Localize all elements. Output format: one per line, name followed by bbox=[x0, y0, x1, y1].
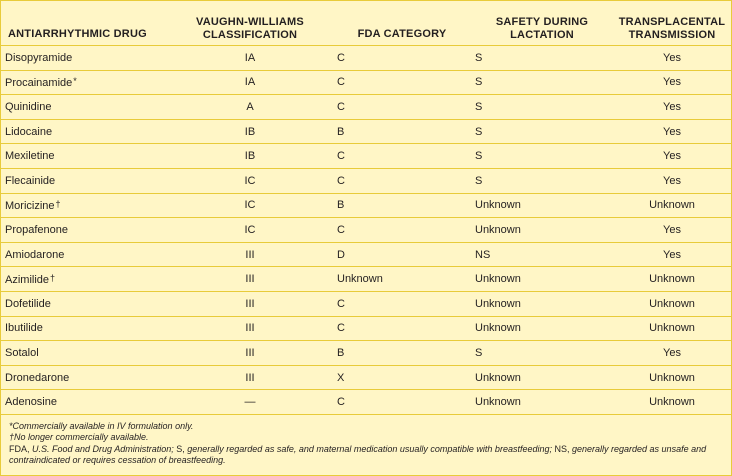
drug-name-cell bbox=[1, 242, 167, 267]
vaughn-williams-cell-text: A bbox=[246, 100, 254, 113]
table-row bbox=[1, 70, 731, 95]
drug-name-cell bbox=[1, 365, 167, 390]
fda-category-cell-text: C bbox=[337, 100, 345, 113]
fda-category-cell bbox=[333, 168, 471, 193]
footnote-dagger: †No longer commercially available. bbox=[9, 432, 149, 443]
drug-name-cell-text: Procainamide bbox=[5, 76, 73, 89]
drug-name-cell-text: Azimilide bbox=[5, 273, 50, 286]
fda-category-cell-text: X bbox=[337, 371, 345, 384]
lactation-safety-cell-text: Unknown bbox=[475, 199, 521, 212]
fda-category-cell-text: C bbox=[337, 396, 345, 409]
lactation-safety-cell-text: S bbox=[475, 76, 483, 89]
lactation-safety-cell-text: S bbox=[475, 346, 483, 359]
lactation-safety-cell bbox=[471, 144, 613, 169]
vaughn-williams-cell-text: IC bbox=[244, 199, 256, 212]
header-transplacental: TRANSPLACENTAL TRANSMISSION bbox=[613, 1, 731, 46]
drug-name-cell bbox=[1, 144, 167, 169]
vaughn-williams-cell-text: IC bbox=[244, 174, 256, 187]
vaughn-williams-cell-text: III bbox=[245, 371, 255, 384]
vaughn-williams-cell bbox=[167, 390, 333, 415]
drug-name-cell bbox=[1, 390, 167, 415]
fda-category-cell bbox=[333, 70, 471, 95]
drug-name-cell bbox=[1, 218, 167, 243]
transplacental-cell-text: Yes bbox=[663, 76, 681, 89]
lactation-safety-cell bbox=[471, 168, 613, 193]
footnote-marker: * bbox=[73, 75, 77, 86]
transplacental-cell bbox=[613, 267, 731, 292]
fda-category-cell-text: C bbox=[337, 297, 345, 310]
transplacental-cell bbox=[613, 193, 731, 218]
transplacental-cell-text: Unknown bbox=[649, 273, 695, 286]
drug-name-cell bbox=[1, 95, 167, 120]
transplacental-cell bbox=[613, 316, 731, 341]
fda-category-cell-text: C bbox=[337, 322, 345, 335]
transplacental-cell bbox=[613, 291, 731, 316]
vaughn-williams-cell bbox=[167, 218, 333, 243]
transplacental-cell-text: Yes bbox=[663, 51, 681, 64]
vaughn-williams-cell-text: III bbox=[245, 273, 255, 286]
lactation-safety-cell-text: S bbox=[475, 150, 483, 163]
drug-name-cell-text: Adenosine bbox=[5, 396, 57, 409]
fda-category-cell-text: B bbox=[337, 125, 345, 138]
fda-category-cell bbox=[333, 390, 471, 415]
vaughn-williams-cell-text: III bbox=[245, 297, 255, 310]
table-row bbox=[1, 119, 731, 144]
header-lactation-safety: SAFETY DURING LACTATION bbox=[471, 1, 613, 46]
table-row bbox=[1, 168, 731, 193]
drug-name-cell-text: Amiodarone bbox=[5, 248, 65, 261]
lactation-safety-cell-text: Unknown bbox=[475, 223, 521, 236]
fda-category-cell bbox=[333, 316, 471, 341]
transplacental-cell bbox=[613, 390, 731, 415]
lactation-safety-cell-text: Unknown bbox=[475, 322, 521, 335]
table-row bbox=[1, 218, 731, 243]
lactation-safety-cell bbox=[471, 390, 613, 415]
transplacental-cell-text: Unknown bbox=[649, 371, 695, 384]
lactation-safety-cell-text: Unknown bbox=[475, 371, 521, 384]
drug-name-cell bbox=[1, 316, 167, 341]
drug-name-cell bbox=[1, 70, 167, 95]
lactation-safety-cell-text: NS bbox=[475, 248, 491, 261]
drug-name-cell-text: Dofetilide bbox=[5, 297, 51, 310]
transplacental-cell bbox=[613, 46, 731, 71]
fda-category-cell-text: C bbox=[337, 223, 345, 236]
transplacental-cell bbox=[613, 144, 731, 169]
fda-category-cell bbox=[333, 46, 471, 71]
vaughn-williams-cell bbox=[167, 46, 333, 71]
drug-name-cell-text: Propafenone bbox=[5, 223, 68, 236]
transplacental-cell-text: Unknown bbox=[649, 297, 695, 310]
vaughn-williams-cell-text: IB bbox=[244, 150, 256, 163]
fda-category-cell-text: B bbox=[337, 199, 345, 212]
fda-category-cell-text: Unknown bbox=[337, 273, 383, 286]
drug-name-cell bbox=[1, 267, 167, 292]
table-row bbox=[1, 316, 731, 341]
fda-category-cell bbox=[333, 193, 471, 218]
vaughn-williams-cell-text: III bbox=[245, 346, 255, 359]
footnote-asterisk: *Commercially available in IV formulation only. bbox=[9, 420, 194, 431]
lactation-safety-cell-text: Unknown bbox=[475, 273, 521, 286]
vaughn-williams-cell bbox=[167, 95, 333, 120]
fda-category-cell-text: D bbox=[337, 248, 345, 261]
fda-category-cell-text: C bbox=[337, 174, 345, 187]
table-row bbox=[1, 95, 731, 120]
table-row bbox=[1, 144, 731, 169]
transplacental-cell-text: Yes bbox=[663, 100, 681, 113]
fda-category-cell bbox=[333, 267, 471, 292]
transplacental-cell bbox=[613, 242, 731, 267]
table-header-row bbox=[1, 1, 731, 46]
fda-category-cell bbox=[333, 341, 471, 366]
fda-category-cell-text: C bbox=[337, 150, 345, 163]
header-vaughn-williams: VAUGHN-WILLIAMS CLASSIFICATION bbox=[167, 1, 333, 46]
lactation-safety-cell bbox=[471, 365, 613, 390]
vaughn-williams-cell bbox=[167, 119, 333, 144]
lactation-safety-cell bbox=[471, 267, 613, 292]
lactation-safety-cell bbox=[471, 242, 613, 267]
fda-category-cell bbox=[333, 95, 471, 120]
vaughn-williams-cell bbox=[167, 144, 333, 169]
transplacental-cell bbox=[613, 218, 731, 243]
lactation-safety-cell bbox=[471, 119, 613, 144]
transplacental-cell bbox=[613, 119, 731, 144]
lactation-safety-cell bbox=[471, 341, 613, 366]
fda-category-cell-text: C bbox=[337, 76, 345, 89]
fda-category-cell bbox=[333, 218, 471, 243]
vaughn-williams-cell bbox=[167, 365, 333, 390]
drug-name-cell bbox=[1, 168, 167, 193]
transplacental-cell-text: Yes bbox=[663, 125, 681, 138]
table-row bbox=[1, 193, 731, 218]
fda-category-cell-text: C bbox=[337, 51, 345, 64]
vaughn-williams-cell-text: III bbox=[245, 248, 255, 261]
vaughn-williams-cell bbox=[167, 70, 333, 95]
vaughn-williams-cell-text: — bbox=[244, 396, 256, 409]
lactation-safety-cell-text: S bbox=[475, 125, 483, 138]
drug-name-cell-text: Lidocaine bbox=[5, 125, 53, 138]
table-row bbox=[1, 390, 731, 415]
drug-name-cell-text: Mexiletine bbox=[5, 150, 55, 163]
vaughn-williams-cell-text: IB bbox=[244, 125, 256, 138]
drug-name-cell-text: Ibutilide bbox=[5, 322, 43, 335]
fda-category-cell bbox=[333, 365, 471, 390]
transplacental-cell-text: Unknown bbox=[649, 322, 695, 335]
drug-name-cell bbox=[1, 193, 167, 218]
header-drug: ANTIARRHYTHMIC DRUG bbox=[1, 1, 167, 46]
header-fda-category: FDA CATEGORY bbox=[333, 1, 471, 46]
vaughn-williams-cell bbox=[167, 291, 333, 316]
lactation-safety-cell-text: Unknown bbox=[475, 297, 521, 310]
drug-name-cell-text: Disopyramide bbox=[5, 51, 73, 64]
fda-category-cell bbox=[333, 242, 471, 267]
lactation-safety-cell-text: Unknown bbox=[475, 396, 521, 409]
transplacental-cell-text: Yes bbox=[663, 346, 681, 359]
vaughn-williams-cell bbox=[167, 341, 333, 366]
lactation-safety-cell-text: S bbox=[475, 100, 483, 113]
vaughn-williams-cell-text: IA bbox=[244, 51, 256, 64]
vaughn-williams-cell bbox=[167, 316, 333, 341]
antiarrhythmic-drug-table bbox=[1, 1, 731, 415]
lactation-safety-cell bbox=[471, 291, 613, 316]
lactation-safety-cell bbox=[471, 193, 613, 218]
fda-category-cell bbox=[333, 119, 471, 144]
transplacental-cell bbox=[613, 341, 731, 366]
table-row bbox=[1, 267, 731, 292]
transplacental-cell-text: Unknown bbox=[649, 199, 695, 212]
vaughn-williams-cell-text: IA bbox=[244, 76, 256, 89]
transplacental-cell-text: Yes bbox=[663, 223, 681, 236]
transplacental-cell-text: Unknown bbox=[649, 396, 695, 409]
footnote-legend: FDA, U.S. Food and Drug Administration; S, generally regarded as safe, and maternal medication usually compatible with breastfeeding; NS, generally regarded as unsafe and contraindicated or requires cessation of breastfeeding. bbox=[9, 443, 707, 466]
drug-name-cell-text: Quinidine bbox=[5, 100, 52, 113]
table-row bbox=[1, 46, 731, 71]
fda-category-cell-text: B bbox=[337, 346, 345, 359]
vaughn-williams-cell bbox=[167, 193, 333, 218]
transplacental-cell bbox=[613, 365, 731, 390]
lactation-safety-cell-text: S bbox=[475, 174, 483, 187]
lactation-safety-cell bbox=[471, 218, 613, 243]
transplacental-cell bbox=[613, 168, 731, 193]
vaughn-williams-cell bbox=[167, 242, 333, 267]
table-row bbox=[1, 365, 731, 390]
table-row bbox=[1, 341, 731, 366]
table-footnotes bbox=[1, 415, 731, 467]
vaughn-williams-cell bbox=[167, 168, 333, 193]
lactation-safety-cell bbox=[471, 95, 613, 120]
drug-name-cell bbox=[1, 119, 167, 144]
transplacental-cell bbox=[613, 95, 731, 120]
drug-name-cell bbox=[1, 341, 167, 366]
vaughn-williams-cell-text: III bbox=[245, 322, 255, 335]
drug-name-cell-text: Dronedarone bbox=[5, 371, 70, 384]
drug-name-cell-text: Flecainide bbox=[5, 174, 56, 187]
lactation-safety-cell bbox=[471, 316, 613, 341]
lactation-safety-cell bbox=[471, 46, 613, 71]
fda-category-cell bbox=[333, 291, 471, 316]
transplacental-cell-text: Yes bbox=[663, 248, 681, 261]
drug-name-cell bbox=[1, 291, 167, 316]
drug-name-cell-text: Sotalol bbox=[5, 346, 39, 359]
lactation-safety-cell-text: S bbox=[475, 51, 483, 64]
footnote-marker: † bbox=[55, 198, 61, 209]
fda-category-cell bbox=[333, 144, 471, 169]
table-row bbox=[1, 291, 731, 316]
footnote-marker: † bbox=[50, 272, 56, 283]
transplacental-cell bbox=[613, 70, 731, 95]
vaughn-williams-cell-text: IC bbox=[244, 223, 256, 236]
transplacental-cell-text: Yes bbox=[663, 174, 681, 187]
lactation-safety-cell bbox=[471, 70, 613, 95]
vaughn-williams-cell bbox=[167, 267, 333, 292]
drug-name-cell bbox=[1, 46, 167, 71]
transplacental-cell-text: Yes bbox=[663, 150, 681, 163]
table-row bbox=[1, 242, 731, 267]
drug-name-cell-text: Moricizine bbox=[5, 199, 55, 212]
